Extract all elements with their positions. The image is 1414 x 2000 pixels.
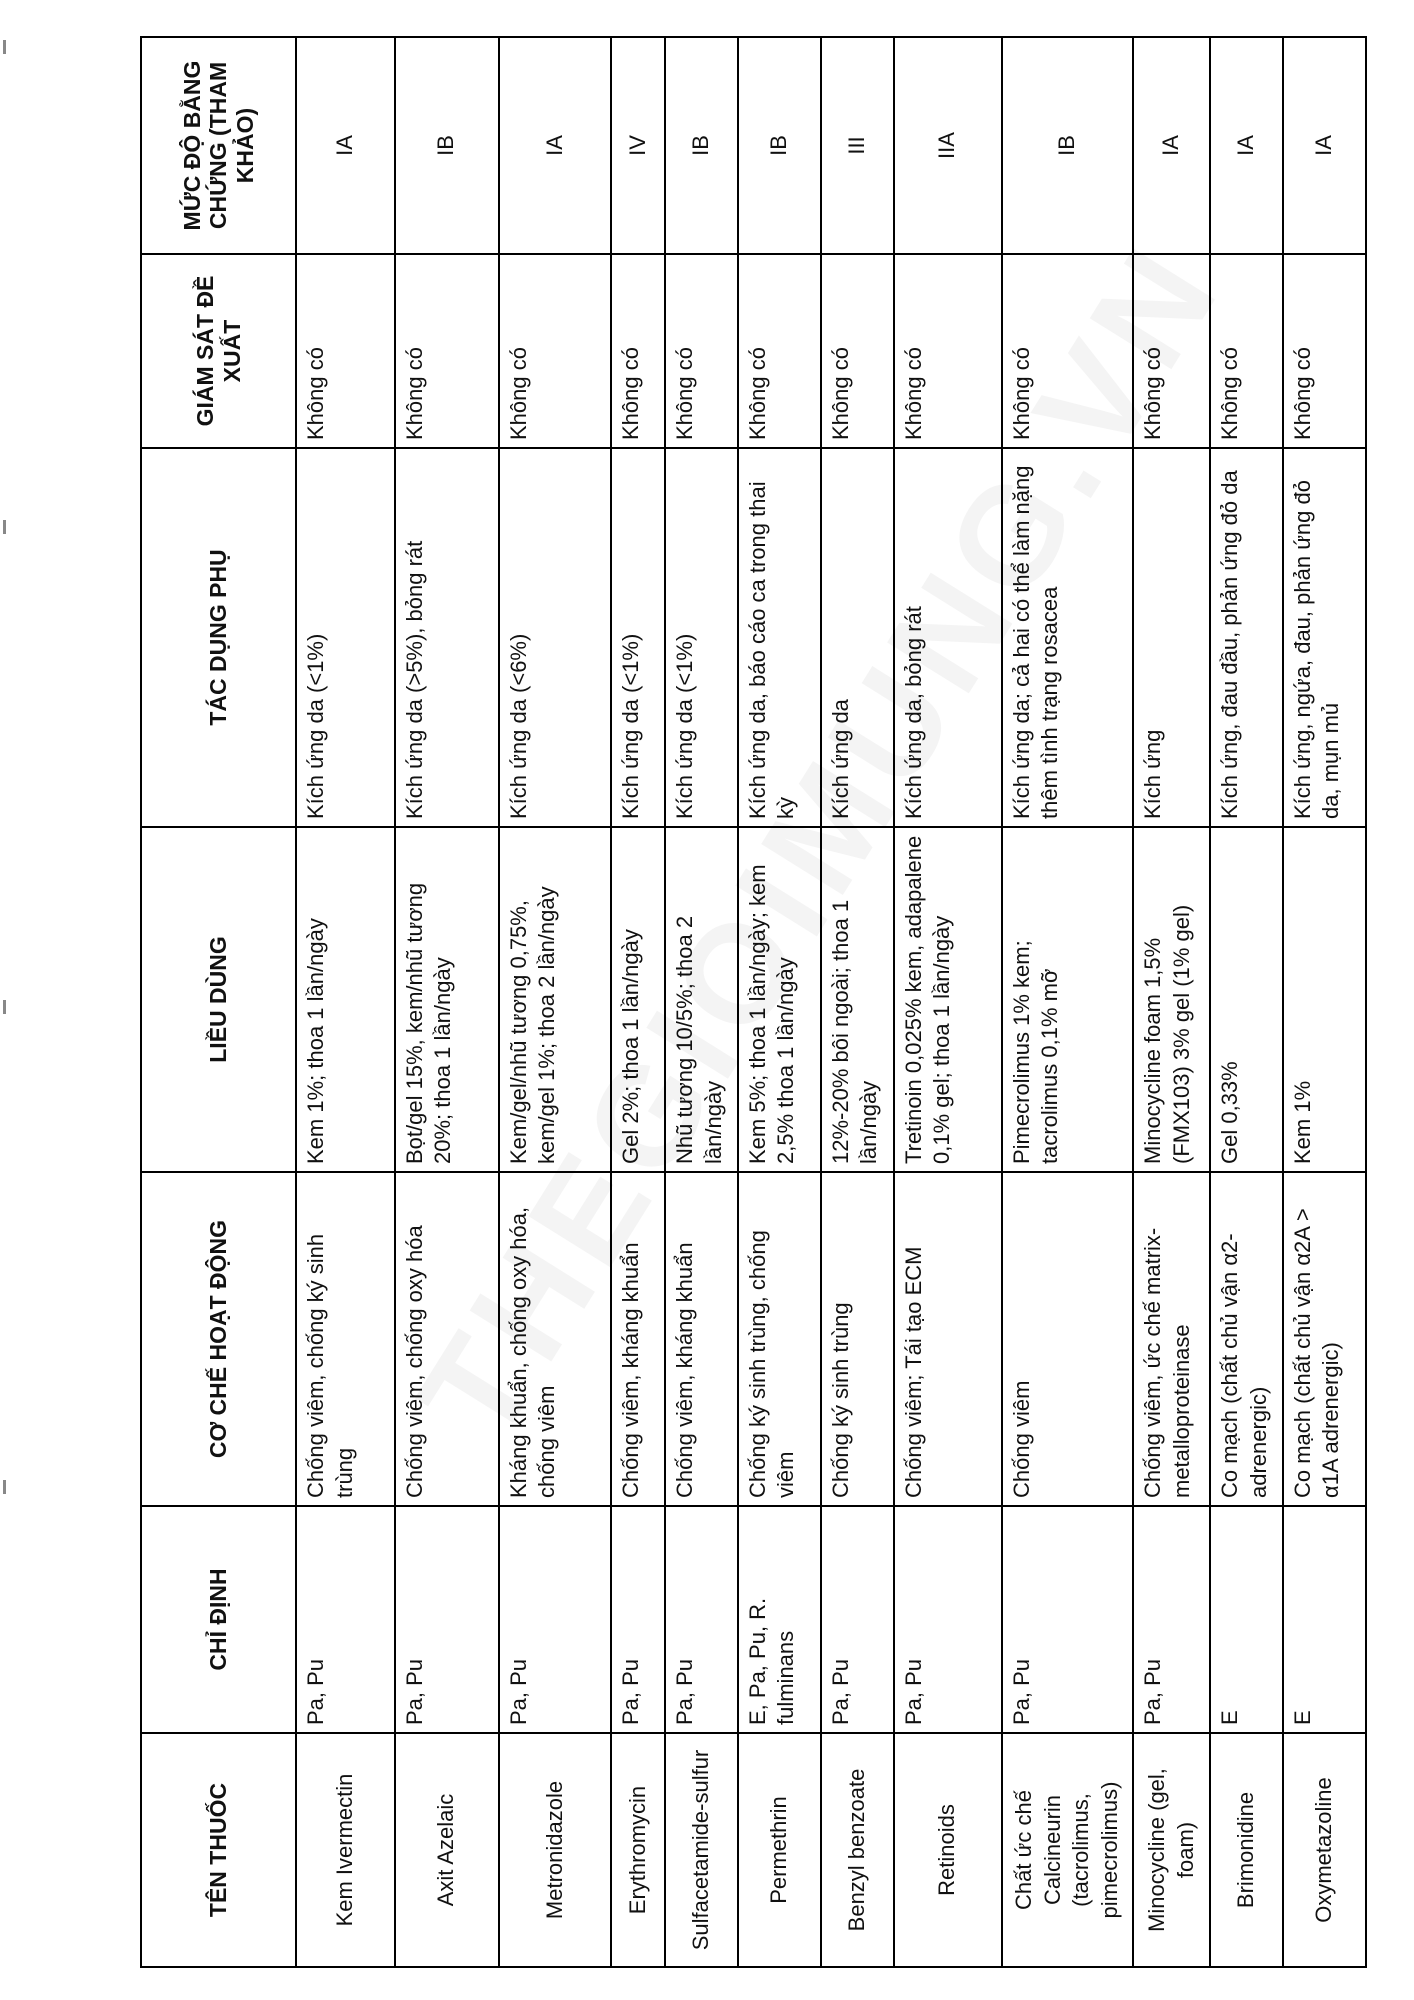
header-indication: CHỈ ĐỊNH <box>141 1506 296 1733</box>
header-mechanism: CƠ CHẾ HOẠT ĐỘNG <box>141 1172 296 1506</box>
table-row <box>665 37 738 1967</box>
side-effects-cell: Kích ứng da (<1%) <box>296 448 395 827</box>
indication-cell: Pa, Pu <box>1002 1506 1133 1733</box>
dosage-cell: Gel 0,33% <box>1210 827 1283 1172</box>
side-effects-cell: Kích ứng da (>5%), bỏng rát <box>395 448 499 827</box>
table-header-row <box>141 37 296 1967</box>
monitoring-cell: Không có <box>1133 254 1210 448</box>
scan-edge-marks <box>0 0 12 2000</box>
evidence-level-cell: IA <box>296 37 395 254</box>
dosage-cell: Minocycline foam 1,5% (FMX103) 3% gel (1% gel) <box>1133 827 1210 1172</box>
table-row <box>1002 37 1133 1967</box>
indication-cell: Pa, Pu <box>894 1506 1002 1733</box>
topical-rosacea-drug-table <box>140 36 1367 1968</box>
side-effects-cell: Kích ứng <box>1133 448 1210 827</box>
evidence-level-cell: IV <box>611 37 665 254</box>
drug-name-cell: Chất ức chế Calcineurin (tacrolimus, pimecrolimus) <box>1002 1733 1133 1967</box>
indication-cell: Pa, Pu <box>499 1506 611 1733</box>
side-effects-cell: Kích ứng da; cả hai có thể làm nặng thêm tình trạng rosacea <box>1002 448 1133 827</box>
table-row <box>499 37 611 1967</box>
mechanism-cell: Chống viêm; Tái tạo ECM <box>894 1172 1002 1506</box>
table-row <box>1210 37 1283 1967</box>
side-effects-cell: Kích ứng da <box>821 448 894 827</box>
side-effects-cell: Kích ứng, ngứa, đau, phản ứng đỏ da, mụn mủ <box>1283 448 1366 827</box>
dosage-cell: Kem/gel/nhũ tương 0,75%, kem/gel 1%; thoa 2 lần/ngày <box>499 827 611 1172</box>
indication-cell: Pa, Pu <box>611 1506 665 1733</box>
indication-cell: Pa, Pu <box>1133 1506 1210 1733</box>
drug-name-cell: Minocycline (gel, foam) <box>1133 1733 1210 1967</box>
mechanism-cell: Chống viêm, chống oxy hóa <box>395 1172 499 1506</box>
drug-name-cell: Brimonidine <box>1210 1733 1283 1967</box>
indication-cell: Pa, Pu <box>296 1506 395 1733</box>
header-dosage: LIỀU DÙNG <box>141 827 296 1172</box>
evidence-level-cell: IA <box>499 37 611 254</box>
monitoring-cell: Không có <box>738 254 821 448</box>
drug-name-cell: Axit Azelaic <box>395 1733 499 1967</box>
mechanism-cell: Kháng khuẩn, chống oxy hóa, chống viêm <box>499 1172 611 1506</box>
monitoring-cell: Không có <box>296 254 395 448</box>
mechanism-cell: Chống viêm, kháng khuẩn <box>665 1172 738 1506</box>
drug-name-cell: Sulfacetamide-sulfur <box>665 1733 738 1967</box>
evidence-level-cell: IA <box>1210 37 1283 254</box>
side-effects-cell: Kích ứng da (<6%) <box>499 448 611 827</box>
mechanism-cell: Chống ký sinh trùng, chống viêm <box>738 1172 821 1506</box>
side-effects-cell: Kích ứng da, báo cáo ca trong thai kỳ <box>738 448 821 827</box>
indication-cell: E, Pa, Pu, R. fulminans <box>738 1506 821 1733</box>
mechanism-cell: Chống viêm, ức chế matrix-metalloproteinase <box>1133 1172 1210 1506</box>
monitoring-cell: Không có <box>611 254 665 448</box>
table-row <box>1133 37 1210 1967</box>
evidence-level-cell: IA <box>1283 37 1366 254</box>
drug-name-cell: Benzyl benzoate <box>821 1733 894 1967</box>
table-row <box>296 37 395 1967</box>
drug-name-cell: Oxymetazoline <box>1283 1733 1366 1967</box>
indication-cell: Pa, Pu <box>395 1506 499 1733</box>
monitoring-cell: Không có <box>1210 254 1283 448</box>
scan-mark <box>3 1480 6 1494</box>
evidence-level-cell: III <box>821 37 894 254</box>
side-effects-cell: Kích ứng da, bỏng rát <box>894 448 1002 827</box>
table-row <box>894 37 1002 1967</box>
evidence-level-cell: IB <box>738 37 821 254</box>
dosage-cell: Gel 2%; thoa 1 lần/ngày <box>611 827 665 1172</box>
drug-name-cell: Permethrin <box>738 1733 821 1967</box>
mechanism-cell: Chống ký sinh trùng <box>821 1172 894 1506</box>
dosage-cell: Nhũ tương 10/5%; thoa 2 lần/ngày <box>665 827 738 1172</box>
drug-name-cell: Retinoids <box>894 1733 1002 1967</box>
side-effects-cell: Kích ứng, đau đầu, phản ứng đỏ da <box>1210 448 1283 827</box>
table-row <box>395 37 499 1967</box>
monitoring-cell: Không có <box>1283 254 1366 448</box>
side-effects-cell: Kích ứng da (<1%) <box>611 448 665 827</box>
evidence-level-cell: IB <box>665 37 738 254</box>
evidence-level-cell: IB <box>395 37 499 254</box>
indication-cell: Pa, Pu <box>821 1506 894 1733</box>
mechanism-cell: Co mạch (chất chủ vận α2-adrenergic) <box>1210 1172 1283 1506</box>
monitoring-cell: Không có <box>1002 254 1133 448</box>
evidence-level-cell: IIA <box>894 37 1002 254</box>
header-evidence: MỨC ĐỘ BẰNG CHỨNG (THAM KHẢO) <box>141 37 296 254</box>
monitoring-cell: Không có <box>395 254 499 448</box>
table-row <box>611 37 665 1967</box>
header-side-effects: TÁC DỤNG PHỤ <box>141 448 296 827</box>
monitoring-cell: Không có <box>821 254 894 448</box>
dosage-cell: Kem 1%; thoa 1 lần/ngày <box>296 827 395 1172</box>
header-monitoring: GIÁM SÁT ĐỀ XUẤT <box>141 254 296 448</box>
indication-cell: Pa, Pu <box>665 1506 738 1733</box>
mechanism-cell: Co mạch (chất chủ vận α2A > α1A adrenergic) <box>1283 1172 1366 1506</box>
drug-name-cell: Metronidazole <box>499 1733 611 1967</box>
mechanism-cell: Chống viêm, chống ký sinh trùng <box>296 1172 395 1506</box>
dosage-cell: Kem 5%; thoa 1 lần/ngày; kem 2,5% thoa 1 lần/ngày <box>738 827 821 1172</box>
scan-mark <box>3 40 6 54</box>
monitoring-cell: Không có <box>665 254 738 448</box>
monitoring-cell: Không có <box>894 254 1002 448</box>
evidence-level-cell: IB <box>1002 37 1133 254</box>
dosage-cell: 12%-20% bôi ngoài; thoa 1 lần/ngày <box>821 827 894 1172</box>
dosage-cell: Bọt/gel 15%, kem/nhũ tương 20%; thoa 1 lần/ngày <box>395 827 499 1172</box>
table-row <box>738 37 821 1967</box>
dosage-cell: Tretinoin 0,025% kem, adapalene 0,1% gel; thoa 1 lần/ngày <box>894 827 1002 1172</box>
drug-name-cell: Kem Ivermectin <box>296 1733 395 1967</box>
indication-cell: E <box>1283 1506 1366 1733</box>
rotated-table-wrapper <box>140 38 1367 1968</box>
header-name: TÊN THUỐC <box>141 1733 296 1967</box>
table-row <box>1283 37 1366 1967</box>
side-effects-cell: Kích ứng da (<1%) <box>665 448 738 827</box>
mechanism-cell: Chống viêm, kháng khuẩn <box>611 1172 665 1506</box>
dosage-cell: Pimecrolimus 1% kem; tacrolimus 0,1% mỡ <box>1002 827 1133 1172</box>
monitoring-cell: Không có <box>499 254 611 448</box>
mechanism-cell: Chống viêm <box>1002 1172 1133 1506</box>
table-row <box>821 37 894 1967</box>
scan-mark <box>3 520 6 534</box>
drug-name-cell: Erythromycin <box>611 1733 665 1967</box>
dosage-cell: Kem 1% <box>1283 827 1366 1172</box>
scan-mark <box>3 1000 6 1014</box>
indication-cell: E <box>1210 1506 1283 1733</box>
evidence-level-cell: IA <box>1133 37 1210 254</box>
